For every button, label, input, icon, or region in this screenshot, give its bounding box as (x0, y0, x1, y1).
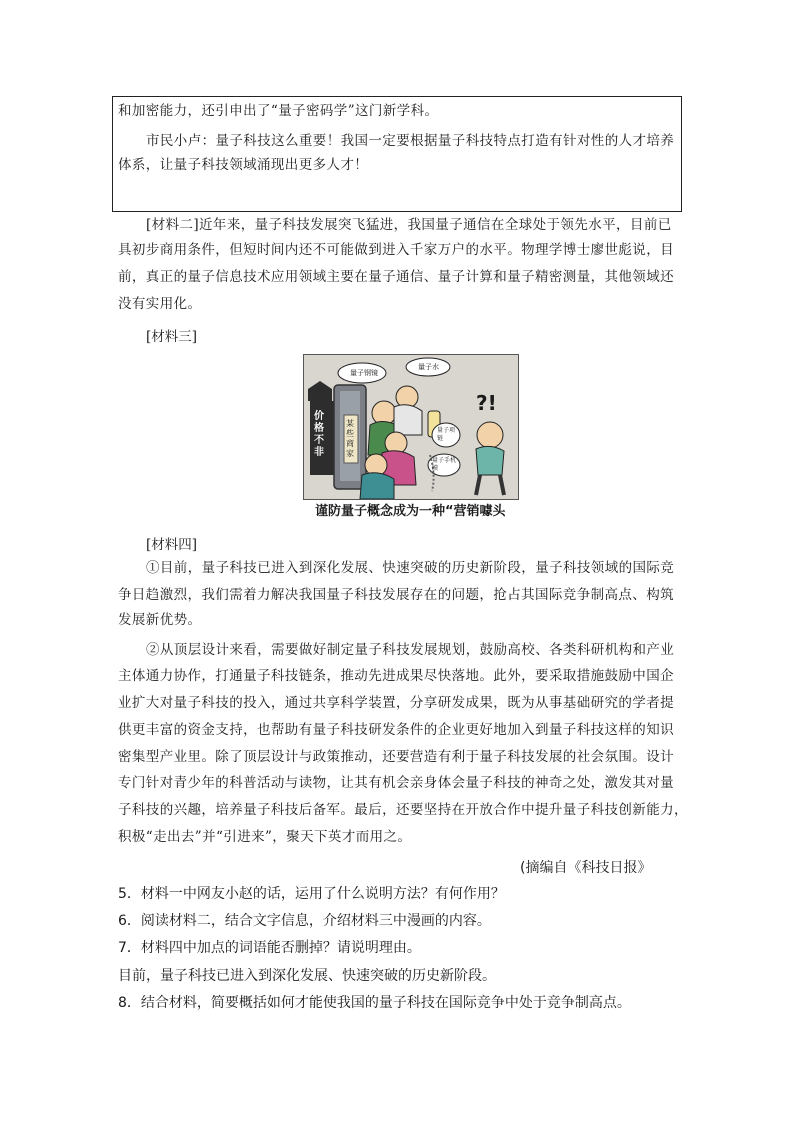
material2-line-4: 没有实用化。 (118, 296, 202, 312)
question-6: 6．阅读材料二，结合文字信息，介绍材料三中漫画的内容。 (118, 913, 491, 929)
question-7: 7．材料四中加点的词语能否删掉？请说明理由。 (118, 940, 421, 956)
question-7-quote: 目前，量子科技已进入到深化发展、快速突破的历史新阶段。 (118, 968, 496, 984)
material4-p2-line-3: 业扩大对量子科技的投入，通过共享科学装置，分享研发成果，既为从事基础研究的学者提 (118, 695, 674, 711)
material3-label: [材料三] (146, 329, 198, 345)
box-line-2: 市民小卢：量子科技这么重要！我国一定要根据量子科技特点打造有针对性的人才培养 (146, 133, 675, 149)
material4-p1-line-2: 争日趋激烈，我们需着力解决我国量子科技发展存在的问题，抢占其国际竞争制高点、构筑 (118, 587, 674, 603)
material2-line-1: [材料二]近年来，量子科技发展突飞猛进，我国量子通信在全球处于领先水平，目前已 (146, 217, 672, 233)
cartoon-bubble-water: 量子水 (418, 363, 439, 371)
source-citation: (摘编自《科技日报》 (520, 860, 652, 876)
material4-p1-line-1: ①目前，量子科技已进入到深化发展、快速突破的历史新阶段，量子科技领域的国际竞 (146, 560, 675, 576)
material4-p2-line-6: 专门针对青少年的科普活动与读物，让其有机会亲身体会量子科技的神奇之处，激发其对量 (118, 775, 674, 791)
cartoon-image (303, 354, 519, 500)
material4-p2-line-8: 积极“走出去”并“引进来”，聚天下英才而用之。 (118, 829, 412, 845)
cartoon-merchant-label: 某些商家 (346, 419, 354, 458)
material4-p2-line-2: 主体通力协作，打通量子科技链条，推动先进成果尽快落地。此外，要采取措施鼓励中国企 (118, 668, 674, 684)
cartoon-bubble-phone-film: 量子手机膜 (432, 457, 457, 472)
material4-p2-line-5: 密集型产业里。除了顶层设计与政策推动，还要营造有利于量子科技发展的社会氛围。设计 (118, 749, 674, 765)
cartoon-exclaim: ?! (476, 391, 497, 415)
cartoon-bubble-necklace: 量子项链 (437, 427, 456, 442)
cartoon-bubble-mirror: 量子钢镜 (350, 369, 378, 377)
material2-line-3: 前，真正的量子信息技术应用领域主要在量子通信、量子计算和量子精密测量，其他领域还 (118, 269, 674, 285)
cartoon-illustration (304, 355, 518, 499)
box-line-3: 体系，让量子科技领域涌现出更多人才！ (118, 157, 369, 173)
material4-p2-line-1: ②从顶层设计来看，需要做好制定量子科技发展规划，鼓励高校、各类科研机构和产业 (146, 642, 675, 658)
question-8: 8．结合材料，简要概括如何才能使我国的量子科技在国际竞争中处于竞争制高点。 (118, 995, 631, 1011)
question-5: 5．材料一中网友小赵的话，运用了什么说明方法？有何作用？ (118, 886, 505, 902)
material4-p1-line-3: 发展新优势。 (118, 612, 202, 628)
box-line-1: 和加密能力，还引申出了“量子密码学”这门新学科。 (118, 103, 439, 119)
material4-label: [材料四] (146, 537, 198, 553)
material4-p2-line-4: 供更丰富的资金支持，也帮助有量子科技研发条件的企业更好地加入到量子科技这样的知识 (118, 722, 674, 738)
cartoon-caption: 谨防量子概念成为一种“营销噱头 (315, 504, 506, 519)
material4-p2-line-7: 子科技的兴趣，培养量子科技后备军。最后，还要坚持在开放合作中提升量子科技创新能力， (118, 802, 688, 818)
material2-line-2: 具初步商用条件，但短时间内还不可能做到进入千家万户的水平。物理学博士廖世彪说，目 (118, 242, 674, 258)
cartoon-price-sign: 价格不非 (314, 411, 324, 458)
